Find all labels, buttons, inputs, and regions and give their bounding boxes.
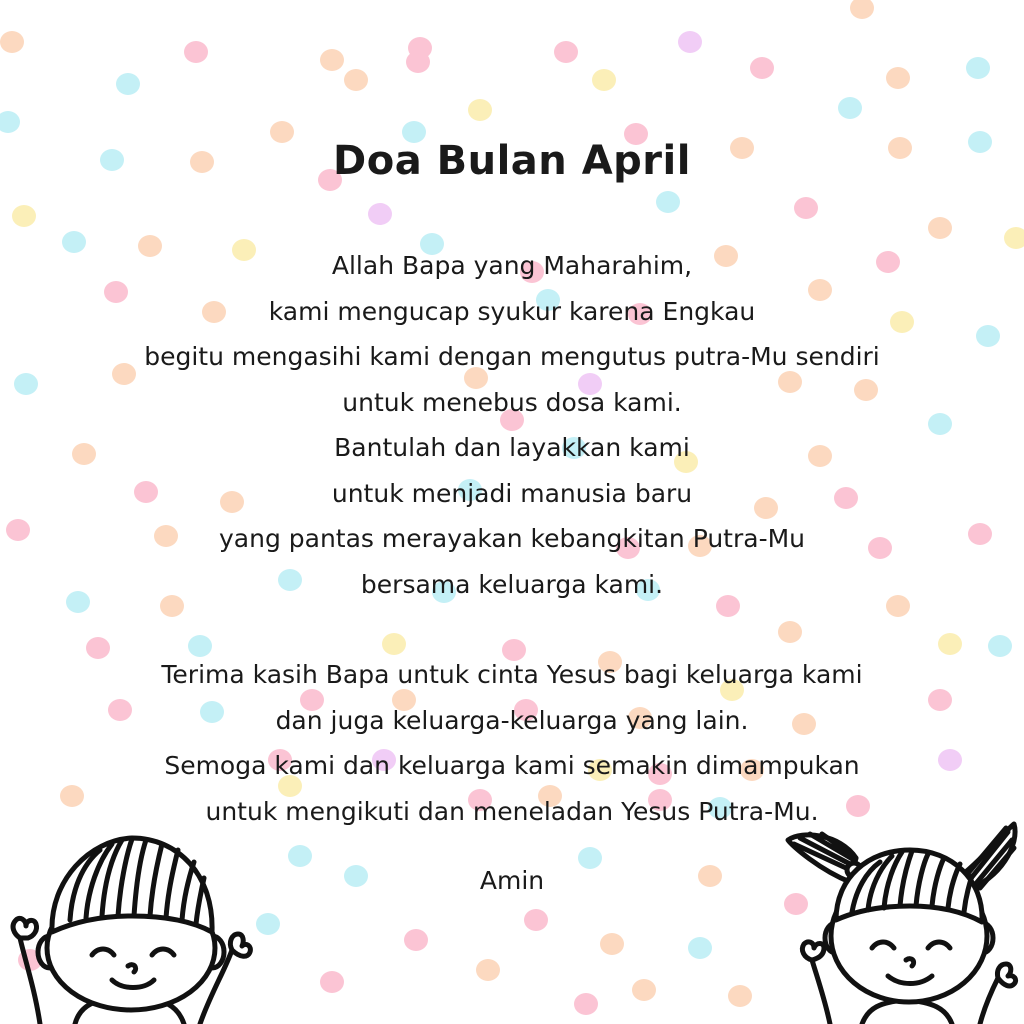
polka-dot [794, 197, 818, 219]
polka-dot [476, 959, 500, 981]
prayer-line: untuk mengikuti dan meneladan Yesus Putra-Mu. [205, 796, 819, 826]
stanza-gap [0, 607, 1024, 652]
polka-dot [838, 97, 862, 119]
polka-dot [344, 69, 368, 91]
polka-dot [678, 31, 702, 53]
prayer-line: yang pantas merayakan kebangkitan Putra-Mu [218, 524, 806, 553]
polka-dot [574, 993, 598, 1015]
prayer-line: untuk menjadi manusia baru [331, 478, 693, 508]
polka-dot [966, 57, 990, 79]
polka-dot [750, 57, 774, 79]
polka-dot [320, 49, 344, 71]
polka-dot [524, 909, 548, 931]
polka-dot [288, 845, 312, 867]
girl-doodle-icon [780, 810, 1024, 1024]
polka-dot [656, 191, 680, 213]
polka-dot [554, 41, 578, 63]
polka-dot [368, 203, 392, 225]
prayer-line: Terima kasih Bapa untuk cinta Yesus bagi keluarga kami [161, 660, 863, 689]
prayer-line: Bantulah dan layakkan kami [334, 433, 690, 462]
polka-dot [886, 67, 910, 89]
polka-dot [0, 111, 20, 133]
polka-dot [850, 0, 874, 19]
polka-dot [116, 73, 140, 95]
boy-doodle-icon [0, 820, 260, 1024]
polka-dot [728, 985, 752, 1007]
prayer-line: kami mengucap syukur karena Engkau [268, 296, 756, 326]
prayer-text [0, 243, 1024, 834]
prayer-line: begitu mengasihi kami dengan mengutus putra-Mu sendiri [144, 342, 880, 371]
polka-dot [0, 31, 24, 53]
prayer-line: untuk menebus dosa kami. [342, 387, 682, 417]
polka-dot [632, 979, 656, 1001]
polka-dot [468, 99, 492, 121]
polka-dot [592, 69, 616, 91]
prayer-line: Allah Bapa yang Maharahim, [331, 251, 693, 280]
polka-dot [928, 217, 952, 239]
polka-dot [688, 937, 712, 959]
page-title: Doa Bulan April [333, 138, 691, 184]
prayer-line: dan juga keluarga-keluarga yang lain. [275, 705, 749, 735]
polka-dot [404, 929, 428, 951]
prayer-line: Semoga kami dan keluarga kami semakin dimampukan [164, 751, 860, 780]
polka-dot [184, 41, 208, 63]
closing-amen: Amin [479, 866, 545, 895]
polka-dot [320, 971, 344, 993]
polka-dot [406, 51, 430, 73]
prayer-line: bersama keluarga kami. [360, 569, 664, 599]
polka-dot [600, 933, 624, 955]
polka-dot [12, 205, 36, 227]
